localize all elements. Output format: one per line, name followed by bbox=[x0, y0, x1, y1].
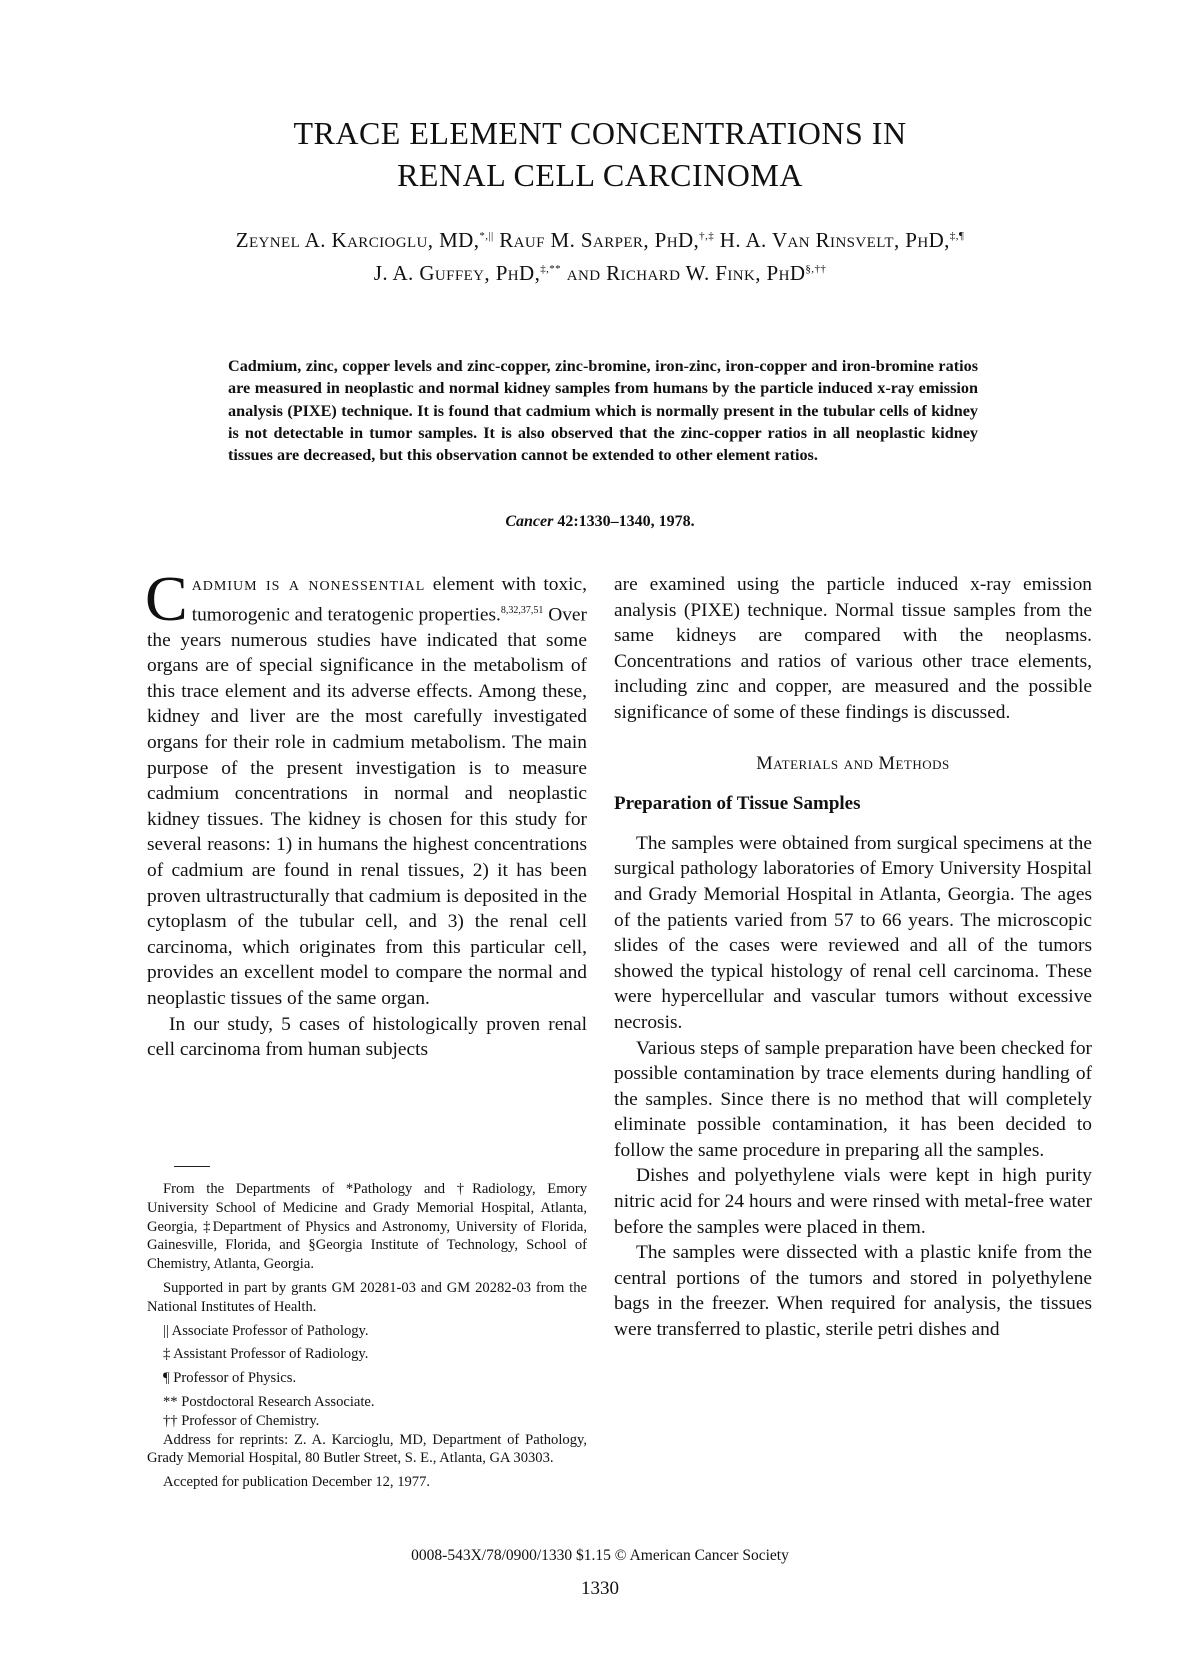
footnotes bbox=[147, 1180, 587, 1492]
author-van-rinsvelt: H. A. Van Rinsvelt, PhD, bbox=[714, 228, 950, 252]
author-line-2 bbox=[0, 255, 1200, 288]
continued-paragraph: are examined using the particle induced x-ray emission analysis (PIXE) technique. Normal tissue samples from the same kidneys are compared with the neoplasms. Concentrations and ratios of various other trace elements, including zinc and copper, are measured and the possible significance of some of these findings is discussed. bbox=[614, 574, 1092, 723]
body-paragraph: Dishes and polyethylene vials were kept in high purity nitric acid for 24 hours and were rinsed with metal-free water before the samples were placed in them. bbox=[614, 1165, 1092, 1238]
intro-lead-in: admium is a nonessential bbox=[191, 574, 426, 595]
citation-details: 42:1330–1340, 1978. bbox=[553, 513, 695, 530]
footnote-affiliations: From the Departments of *Pathology and †Radiology, Emory University School of Medicine and Grady Memorial Hospital, Atlanta, Georgia, ‡Department of Physics and Astronomy, University of Florida, Gainesville, Florida, and §Georgia Institute of Technology, School of Chemistry, Atlanta, Georgia. bbox=[147, 1181, 587, 1273]
intro-text-b: Over the years numerous studies have indicated that some organs are of special significance in the metabolism of this trace element and its adverse effects. Among these, kidney and liver are the most carefully investigated organs for their role in cadmium metabolism. The main purpose of the present investigation is to measure cadmium concentrations in normal and neoplastic kidney tissues. The kidney is chosen for this study for several reasons: 1) in humans the highest concentrations of cadmium are found in renal tissues, 2) it has been proven ultrastructurally that cadmium is deposited in the cytoplasm of the tubular cell, and 3) the renal cell carcinoma, which originates from this particular cell, provides an excellent model to compare the normal and neoplastic tissues of the same organ. bbox=[147, 604, 587, 1009]
left-column bbox=[145, 563, 587, 1063]
footnote-role: || Associate Professor of Pathology. bbox=[163, 1322, 369, 1339]
drop-cap: C bbox=[145, 563, 188, 634]
body-paragraph: Various steps of sample preparation have been checked for possible contamination by trace elements during handling of the samples. Since there is no method that will completely eliminate possible contamination, it has been decided to follow the same procedure in preparing all the samples. bbox=[614, 1037, 1092, 1161]
author-marks: ‡,** bbox=[540, 263, 562, 275]
body-paragraph: The samples were dissected with a plastic knife from the central portions of the tumors and stored in polyethylene bags in the freezer. When required for analysis, the tissues were transferred to plastic, sterile petri dishes and bbox=[614, 1242, 1092, 1341]
page-number: 1330 bbox=[581, 1578, 619, 1599]
author-marks: *,|| bbox=[479, 230, 494, 242]
title-line-2: RENAL CELL CARCINOMA bbox=[397, 157, 803, 193]
footnote-role: ‡ Assistant Professor of Radiology. bbox=[163, 1346, 369, 1363]
footnote-divider bbox=[174, 1166, 210, 1167]
right-column bbox=[614, 572, 1092, 1343]
footnote-support: Supported in part by grants GM 20281-03 and GM 20282-03 from the National Institutes of Health. bbox=[147, 1279, 587, 1315]
body-paragraph: The samples were obtained from surgical specimens at the surgical pathology laboratories of Emory University Hospital and Grady Memorial Hospital in Atlanta, Georgia. The ages of the patients varied from 57 to 66 years. The microscopic slides of the cases were reviewed and all of the tumors showed the typical histology of renal cell carcinoma. These were hypercellular and vascular tumors without excessive necrosis. bbox=[614, 832, 1092, 1033]
study-paragraph: In our study, 5 cases of histologically proven renal cell carcinoma from human subjects bbox=[147, 1013, 587, 1061]
author-marks: §,†† bbox=[805, 263, 827, 275]
footnote-role: †† Professor of Chemistry. bbox=[163, 1412, 320, 1429]
journal-name: Cancer bbox=[505, 513, 554, 530]
author-karcioglu: Zeynel A. Karcioglu, MD, bbox=[235, 228, 480, 252]
section-heading: Materials and Methods bbox=[756, 753, 950, 774]
abstract: Cadmium, zinc, copper levels and zinc-copper, zinc-bromine, iron-zinc, iron-copper and iron-bromine ratios are measured in neoplastic and normal kidney samples from humans by the particle induced x-ray emission analysis (PIXE) technique. It is found that cadmium which is normally present in the tubular cells of kidney is not detectable in tumor samples. It is also observed that the zinc-copper ratios in all neoplastic kidney tissues are decreased, but this observation cannot be extended to other element ratios. bbox=[228, 357, 978, 465]
issn-copyright-line: 0008-543X/78/0900/1330 $1.15 © American Cancer Society bbox=[411, 1547, 789, 1564]
author-line-1 bbox=[0, 222, 1200, 255]
footnote-role: ** Postdoctoral Research Associate. bbox=[163, 1393, 375, 1410]
author-marks: †,‡ bbox=[699, 230, 715, 242]
title-line-1: TRACE ELEMENT CONCENTRATIONS IN bbox=[293, 115, 907, 151]
footnote-role: ¶ Professor of Physics. bbox=[163, 1370, 297, 1387]
author-marks: ‡,¶ bbox=[949, 230, 965, 242]
intro-text-a: element with toxic, tumorogenic and teratogenic properties. bbox=[191, 574, 587, 626]
author-list bbox=[0, 222, 1200, 288]
author-sarper: Rauf M. Sarper, PhD, bbox=[493, 228, 700, 252]
author-guffey: J. A. Guffey, PhD, bbox=[373, 261, 541, 285]
journal-citation bbox=[0, 513, 1200, 531]
intro-paragraph bbox=[145, 563, 587, 1012]
author-fink: and Richard W. Fink, PhD bbox=[561, 261, 806, 285]
reference-marks: 8,32,37,51 bbox=[500, 604, 544, 616]
article-title bbox=[0, 112, 1200, 196]
subsection-heading: Preparation of Tissue Samples bbox=[614, 793, 861, 815]
footnote-accepted: Accepted for publication December 12, 1977. bbox=[163, 1474, 431, 1491]
footnote-reprints: Address for reprints: Z. A. Karcioglu, MD, Department of Pathology, Grady Memorial Hospital, 80 Butler Street, S. E., Atlanta, GA 30303. bbox=[147, 1431, 587, 1467]
